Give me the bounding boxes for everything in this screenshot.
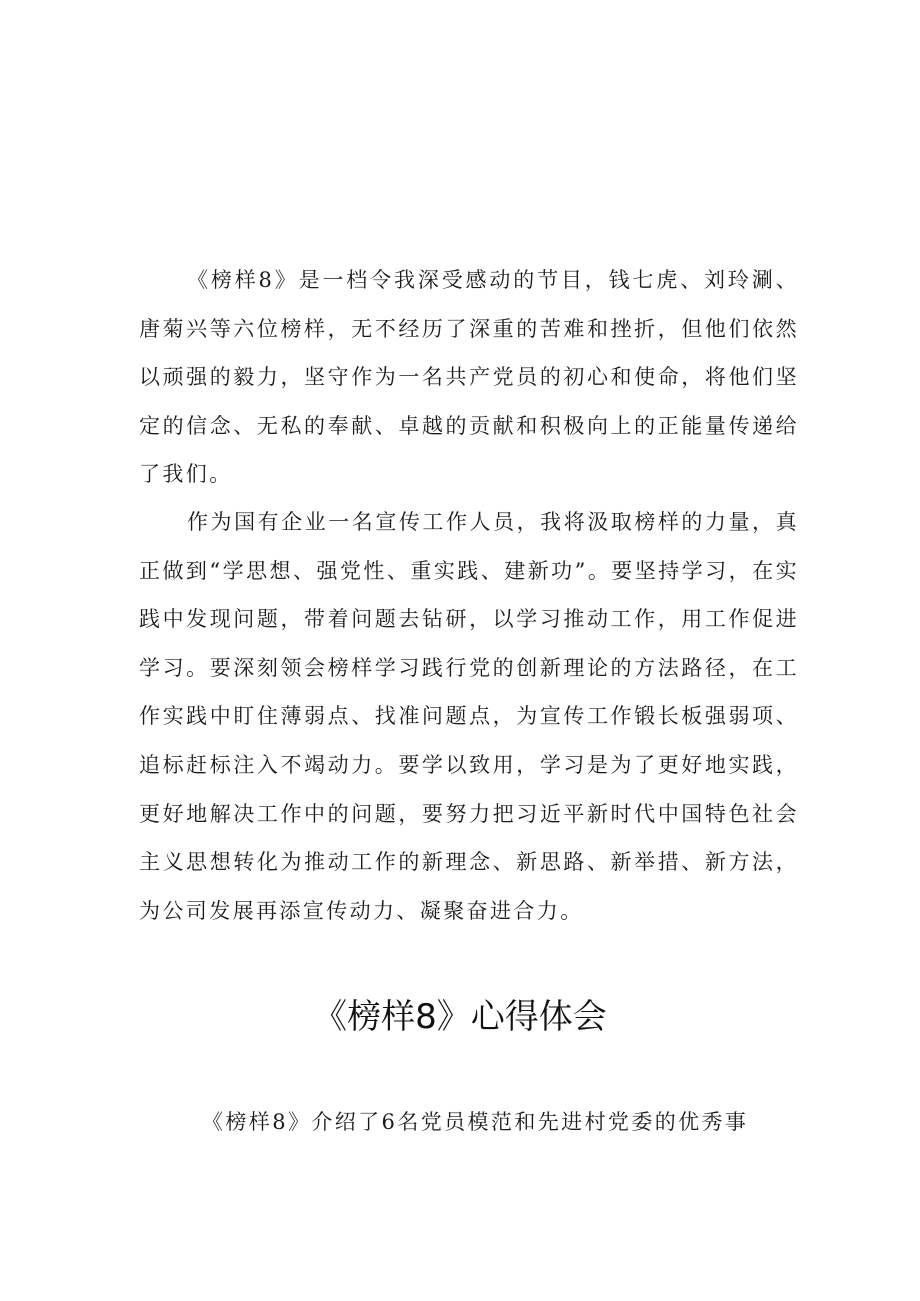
section-title: 《榜样8》心得体会: [313, 997, 607, 1037]
body-paragraph-1: 《榜样8》是一档令我深受感动的节目，钱七虎、刘玲涮、唐菊兴等六位榜样，无不经历了深重的苦难和挫折，但他们依然以顽强的毅力，坚守作为一名共产党员的初心和使命，将他们坚定的信念、无私的奉献、卓越的贡献和积极向上的正能量传递给了我们。: [139, 268, 799, 487]
section-intro-paragraph: 《榜样8》介绍了6名党员模范和先进村党委的优秀事: [202, 1110, 749, 1134]
body-paragraph-2: 作为国有企业一名宣传工作人员，我将汲取榜样的力量，真正做到“学思想、强党性、重实践、建新功”。要坚持学习，在实践中发现问题，带着问题去钻研，以学习推动工作，用工作促进学习。要深刻领会榜样学习践行党的创新理论的方法路径，在工作实践中盯住薄弱点、找准问题点，为宣传工作锻长板强弱项、追标赶标注入不竭动力。要学以致用，学习是为了更好地实践，更好地解决工作中的问题，要努力把习近平新时代中国特色社会主义思想转化为推动工作的新理念、新思路、新举措、新方法，为公司发展再添宣传动力、凝聚奋进合力。: [139, 510, 799, 923]
